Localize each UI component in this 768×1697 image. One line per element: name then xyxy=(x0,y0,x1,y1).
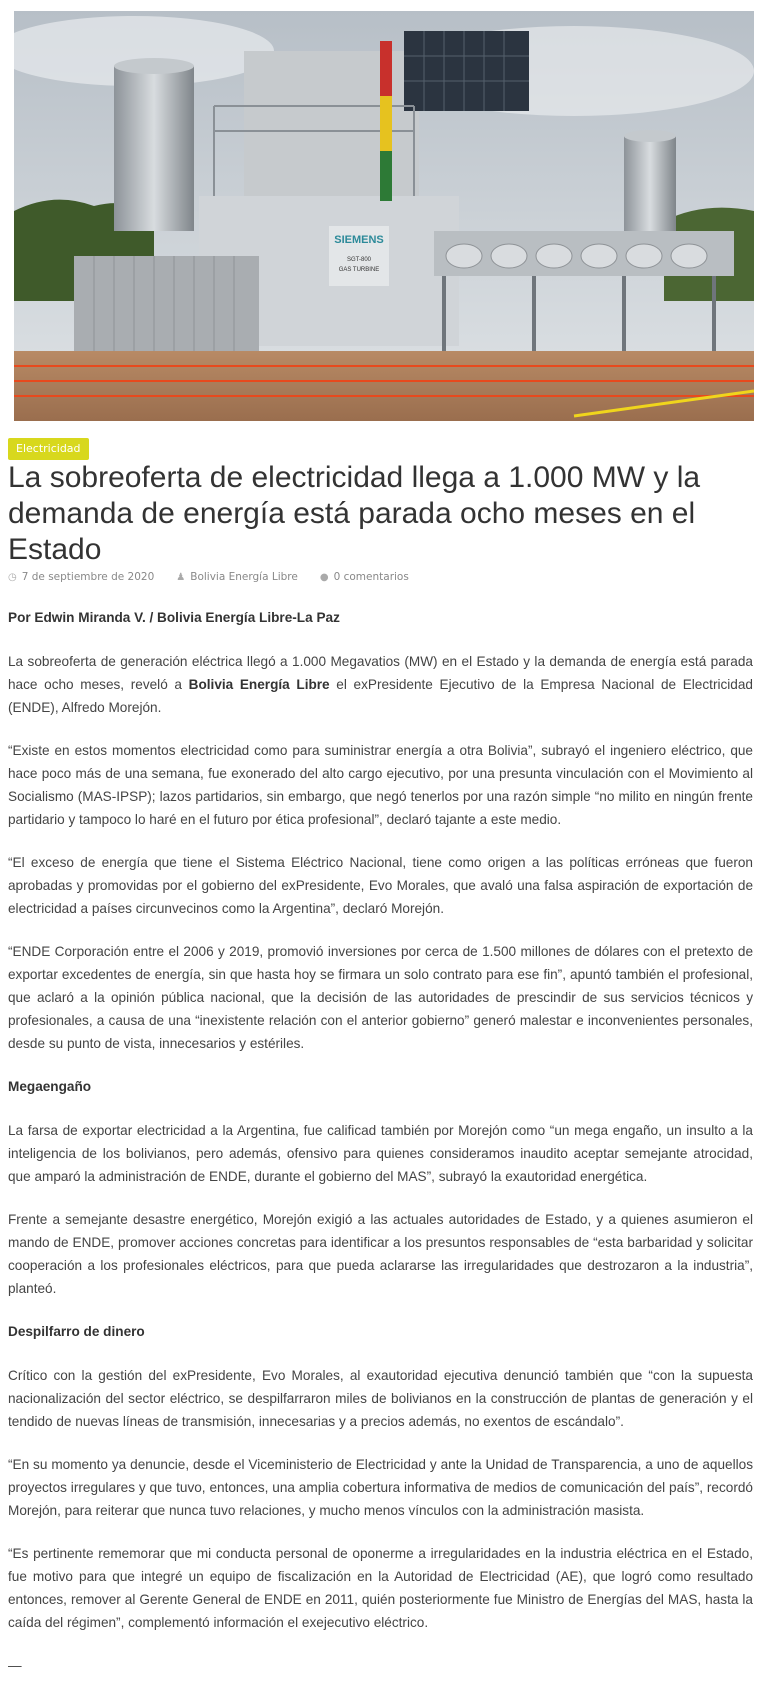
article-body xyxy=(8,606,753,1697)
post-meta xyxy=(8,571,409,583)
category-badge[interactable]: Electricidad xyxy=(8,438,89,460)
paragraph: “ENDE Corporación entre el 2006 y 2019, promovió inversiones por cerca de 1.500 millones de dólares con el pretexto de exportar excedentes de energía, sin que hasta hoy se firmara un solo contrato para ese fin”, apuntó también el profesional, que aclaró a la opinión pública nacional, que la decisión de las autoridades de prescindir de sus servicios técnicos y profesionales, a causa de una “inexistente relación con el anterior gobierno” generó malestar e inconvenientes personales, desde su punto de vista, innecesarios y estériles. xyxy=(8,944,753,1051)
paragraph: Frente a semejante desastre energético, Morejón exigió a las actuales autoridades de Estado, y a quienes asumieron el mando de ENDE, promover acciones concretas para identificar a los presuntos responsables de “esta barbaridad y solicitar cooperación a los profesionales eléctricos, para que pueda aclararse las irregularidades que destrozaron a la industria”, planteó. xyxy=(8,1212,753,1296)
paragraph: La farsa de exportar electricidad a la Argentina, fue calificad también por Morejón como “un mega engaño, un insulto a la inteligencia de los bolivianos, pero además, ofensivo para quienes consideramos inaudito aceptar semejante atrocidad, que amparó la administración de ENDE, durante el gobierno del MAS”, subrayó la exautoridad energética. xyxy=(8,1123,753,1184)
featured-image xyxy=(14,11,754,421)
paragraph: “En su momento ya denuncie, desde el Viceministerio de Electricidad y ante la Unidad de Transparencia, a uno de aquellos proyectos irregulares y que tuvo, entonces, una amplia cobertura informativa de medios de comunicación del país”, recordó Morejón, para reiterar que nunca tuvo relaciones, y mucho menos vínculos con la administración masista. xyxy=(8,1457,753,1518)
section-heading: Megaengaño xyxy=(8,1079,92,1094)
byline: Por Edwin Miranda V. / Bolivia Energía Libre-La Paz xyxy=(8,610,340,625)
comment-icon: ● xyxy=(319,571,329,583)
section-heading: Despilfarro de dinero xyxy=(8,1324,145,1339)
paragraph: “El exceso de energía que tiene el Sistema Eléctrico Nacional, tiene como origen a las políticas erróneas que fueron aprobadas y promovidas por el gobierno del exPresidente, Evo Morales, que avaló una falsa aspiración de exportación de electricidad a países circunvecinos como la Argentina”, declaró Morejón. xyxy=(8,855,753,916)
paragraph: Crítico con la gestión del exPresidente, Evo Morales, al exautoridad ejecutiva denunció también que “con la supuesta nacionalización del sector eléctrico, se despilfarraron miles de bolivianos en la construcción de plantas de generación y el tendido de nuevas líneas de transmisión, innecesarias y a precios además, no exentos de escándalo”. xyxy=(8,1368,753,1429)
clock-icon: ◷ xyxy=(8,571,17,583)
post-comments[interactable]: 0 comentarios xyxy=(333,571,409,583)
user-icon: ♟ xyxy=(176,571,186,583)
model-label: SGT-800 xyxy=(346,257,372,263)
post-date[interactable]: 7 de septiembre de 2020 xyxy=(21,571,155,583)
paragraph: “Es pertinente rememorar que mi conducta personal de oponerme a irregularidades en la industria eléctrica en el Estado, fue motivo para que integré un equipo de fiscalización en la Autoridad de Electricidad (AE), que logró como resultado entonces, remover al Gerente General de ENDE en 2011, quién posteriormente fue Ministro de Energías del MAS, hasta la caída del régimen”, complementó información el exejecutivo eléctrico. xyxy=(8,1546,753,1630)
end-mark: — xyxy=(8,1658,22,1673)
post-author[interactable]: Bolivia Energía Libre xyxy=(190,571,298,583)
paragraph: La sobreoferta de generación eléctrica llegó a 1.000 Megavatios (MW) en el Estado y la demanda de energía está parada hace ocho meses, reveló a Bolivia Energía Libre el exPresidente Ejecutivo de la Empresa Nacional de Electricidad (ENDE), Alfredo Morejón. xyxy=(8,654,753,715)
article-title: La sobreoferta de electricidad llega a 1.000 MW y la demanda de energía está parada ocho meses en el Estado xyxy=(8,461,701,566)
siemens-label: SIEMENS xyxy=(334,234,384,246)
paragraph: “Existe en estos momentos electricidad como para suministrar energía a otra Bolivia”, subrayó el ingeniero eléctrico, que hace poco más de una semana, fue exonerado del alto cargo ejecutivo, por una presunta vinculación con el Movimiento al Socialismo (MAS-IPSP); lazos partidarios, sin embargo, que negó tenerlos por una razón simple “no milito en ningún frente partidario y tampoco lo haré en el futuro por ética profesional”, declaró tajante a este medio. xyxy=(8,743,753,827)
publication-name: Bolivia Energía Libre xyxy=(188,677,330,692)
turbine-label: GAS TURBINE xyxy=(338,267,380,273)
